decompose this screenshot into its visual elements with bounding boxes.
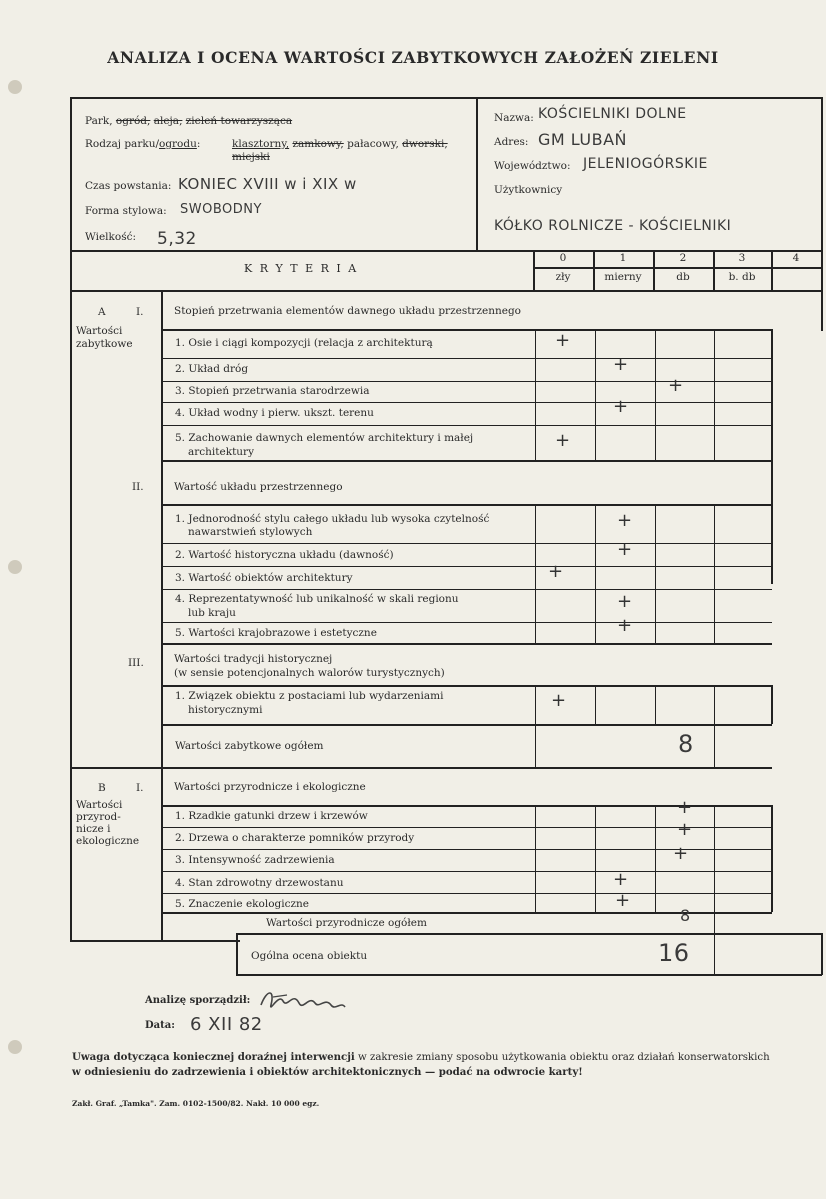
- criterion-b1-4: 4. Stan zdrowotny drzewostanu: [175, 877, 344, 889]
- group-a3-heading-l2: (w sensie potencjonalnych walorów turystycznych): [174, 667, 445, 679]
- criterion-a2-3: 3. Wartość obiektów architektury: [175, 572, 353, 584]
- criterion-a1-1: 1. Osie i ciągi kompozycji (relacja z architekturą: [175, 337, 433, 349]
- forma-value: SWOBODNY: [180, 202, 262, 217]
- col-0-label: zły: [555, 271, 571, 283]
- col-3-label: b. db: [728, 271, 756, 283]
- form-title: ANALIZA I OCENA WARTOŚCI ZABYTKOWYCH ZAŁOŻEŃ ZIELENI: [107, 48, 719, 67]
- section-a-name: Wartości zabytkowe: [76, 325, 133, 350]
- signature-scribble: [253, 983, 353, 1019]
- wielkosc-value: 5,32: [157, 229, 197, 249]
- criterion-a2-5: 5. Wartości krajobrazowe i estetyczne: [175, 627, 377, 639]
- criterion-b1-2: 2. Drzewa o charakterze pomników przyrody: [175, 832, 415, 844]
- rating-mark: +: [673, 843, 689, 864]
- criterion-a2-2: 2. Wartość historyczna układu (dawność): [175, 549, 394, 561]
- criterion-a1-3: 3. Stopień przetrwania starodrzewia: [175, 385, 370, 397]
- total-b-label: Wartości przyrodnicze ogółem: [266, 917, 427, 929]
- rodzaj-miejski: miejski: [232, 151, 270, 163]
- kryteria-header: K R Y T E R I A: [244, 262, 359, 275]
- overall-label: Ogólna ocena obiektu: [251, 950, 368, 962]
- group-b1-heading: Wartości przyrodnicze i ekologiczne: [174, 781, 366, 793]
- rating-mark: +: [551, 690, 567, 711]
- rodzaj-options: klasztorny, zamkowy, pałacowy, dworski,: [232, 138, 448, 150]
- criterion-a1-4: 4. Układ wodny i pierw. ukszt. terenu: [175, 407, 374, 419]
- data-label: Data:: [145, 1020, 175, 1031]
- criterion-a1-5-l2: architektury: [188, 446, 255, 458]
- rating-mark: +: [613, 396, 629, 417]
- group-a1-heading: Stopień przetrwania elementów dawnego układu przestrzennego: [174, 305, 521, 317]
- uzytkownicy-value: KÓŁKO ROLNICZE - KOŚCIELNIKI: [494, 218, 732, 234]
- adres-label: Adres:: [494, 136, 529, 148]
- section-b-roman: I.: [136, 782, 144, 794]
- data-value: 6 XII 82: [190, 1014, 263, 1035]
- rating-mark: +: [617, 510, 633, 531]
- rating-mark: +: [617, 539, 633, 560]
- forma-label: Forma stylowa:: [85, 205, 167, 217]
- park-type-line: Park, ogród, aleja, zieleń towarzysząca: [85, 115, 293, 127]
- col-2-number: 2: [679, 252, 687, 264]
- criterion-a2-4-l1: 4. Reprezentatywność lub unikalność w skali regionu: [175, 593, 459, 605]
- section-a-letter: A: [98, 306, 106, 318]
- criterion-a3-1-l1: 1. Związek obiektu z postaciami lub wydarzeniami: [175, 690, 444, 702]
- rating-mark: +: [555, 330, 571, 351]
- rating-mark: +: [615, 890, 631, 911]
- col-3-number: 3: [738, 252, 746, 264]
- rodzaj-label: Rodzaj parku/ogrodu:: [85, 138, 201, 150]
- group-a3-roman: III.: [128, 657, 144, 669]
- czas-value: KONIEC XVIII w i XIX w: [178, 175, 357, 193]
- section-b-name: Wartości przyrod- nicze i ekologiczne: [76, 799, 140, 847]
- nazwa-value: KOŚCIELNIKI DOLNE: [538, 106, 687, 122]
- criterion-a2-1-l1: 1. Jednorodność stylu całego układu lub wysoka czytelność: [175, 513, 490, 525]
- rating-mark: +: [677, 819, 693, 840]
- criterion-a2-1-l2: nawarstwień stylowych: [188, 526, 313, 538]
- rating-mark: +: [613, 354, 629, 375]
- col-2-label: db: [676, 271, 690, 283]
- col-1-number: 1: [619, 252, 627, 264]
- col-4-number: 4: [792, 252, 800, 264]
- col-1-label: mierny: [604, 271, 642, 283]
- rating-mark: +: [548, 561, 564, 582]
- criterion-a3-1-l2: historycznymi: [188, 704, 263, 716]
- criterion-b1-1: 1. Rzadkie gatunki drzew i krzewów: [175, 810, 368, 822]
- intervention-note: Uwaga dotycząca koniecznej doraźnej interwencji w zakresie zmiany sposobu użytkowania obiektu oraz działań konserwatorskich w odniesieniu do zadrzewienia i obiektów architektonicznych — podać na odwrocie karty!: [72, 1051, 770, 1078]
- nazwa-label: Nazwa:: [494, 112, 534, 124]
- wojewodztwo-label: Województwo:: [494, 160, 571, 172]
- rating-mark: +: [677, 797, 693, 818]
- total-b-value: 8: [680, 906, 691, 925]
- col-0-number: 0: [559, 252, 567, 264]
- rating-mark: +: [617, 615, 633, 636]
- section-a-roman: I.: [136, 306, 144, 318]
- adres-value: GM LUBAŃ: [538, 130, 628, 149]
- binder-hole: [8, 560, 22, 574]
- criterion-a1-5-l1: 5. Zachowanie dawnych elementów architektury i małej: [175, 432, 474, 444]
- rating-mark: +: [668, 375, 684, 396]
- binder-hole: [8, 80, 22, 94]
- criterion-b1-3: 3. Intensywność zadrzewienia: [175, 854, 335, 866]
- total-a-label: Wartości zabytkowe ogółem: [175, 740, 324, 752]
- criterion-a1-2: 2. Układ dróg: [175, 363, 249, 375]
- section-b-letter: B: [98, 782, 106, 794]
- wielkosc-label: Wielkość:: [85, 231, 137, 243]
- group-a3-heading-l1: Wartości tradycji historycznej: [174, 653, 333, 665]
- rating-mark: +: [555, 430, 571, 451]
- criterion-a2-4-l2: lub kraju: [188, 607, 236, 619]
- analiza-label: Analizę sporządził:: [145, 995, 251, 1006]
- criterion-b1-5: 5. Znaczenie ekologiczne: [175, 898, 310, 910]
- czas-label: Czas powstania:: [85, 180, 172, 192]
- rating-mark: +: [617, 591, 633, 612]
- group-a2-roman: II.: [132, 481, 144, 493]
- group-a2-heading: Wartość układu przestrzennego: [174, 481, 343, 493]
- printer-footer: Zakł. Graf. „Tamka". Zam. 0102-1500/82. Nakł. 10 000 egz.: [72, 1099, 320, 1108]
- binder-hole: [8, 1040, 22, 1054]
- overall-value: 16: [658, 939, 690, 967]
- rating-mark: +: [613, 869, 629, 890]
- uzytkownicy-label: Użytkownicy: [494, 184, 563, 196]
- wojewodztwo-value: JELENIOGÓRSKIE: [583, 156, 708, 172]
- total-a-value: 8: [678, 730, 694, 758]
